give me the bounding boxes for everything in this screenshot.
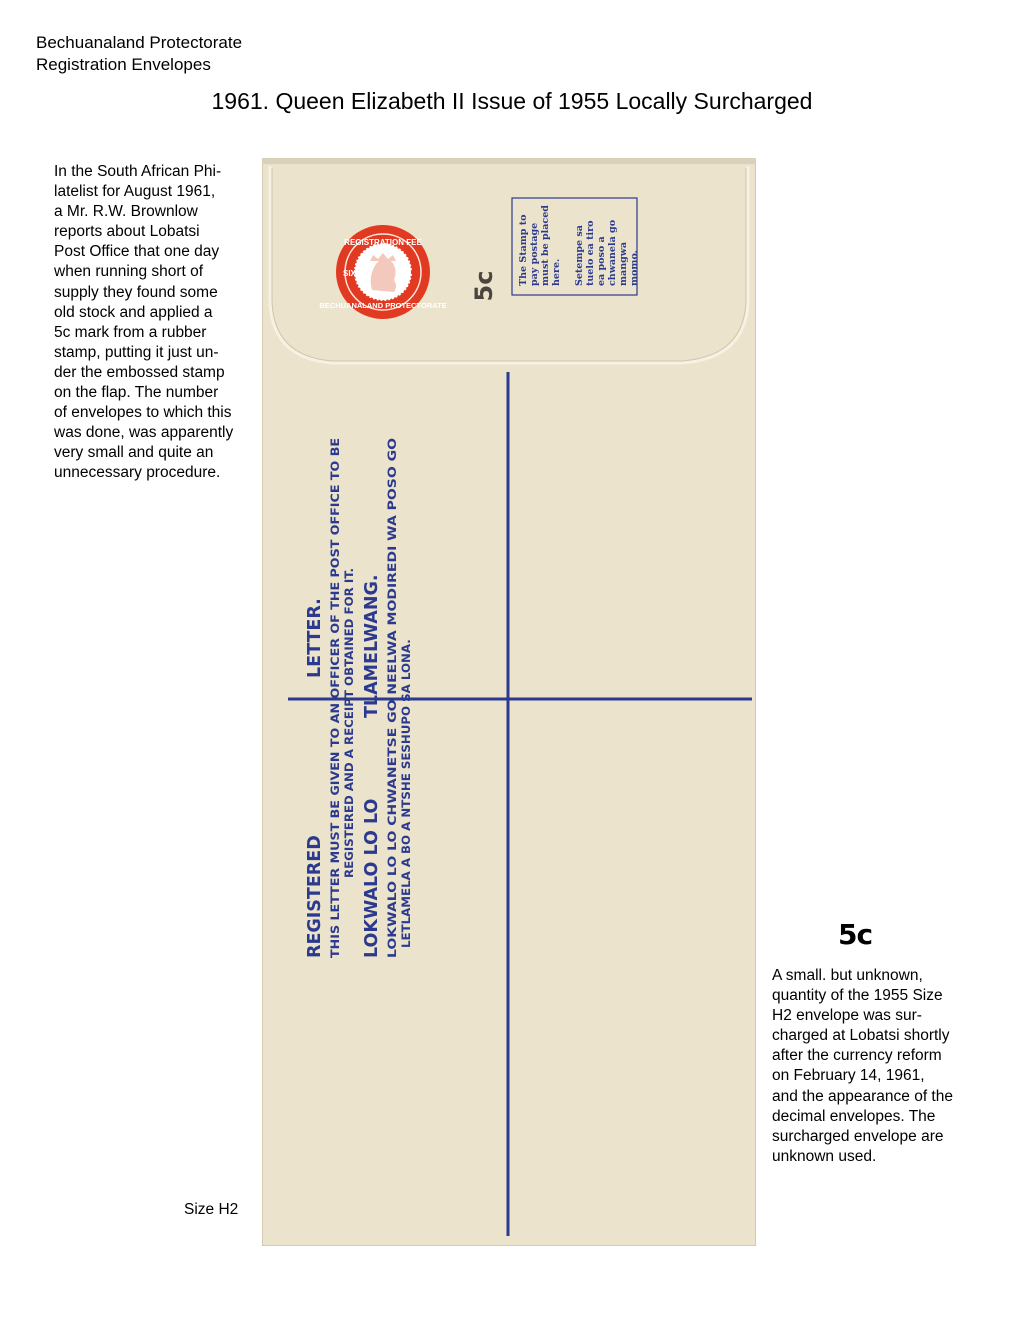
stamp-box-en-line: must be placed — [540, 205, 551, 286]
right-line: on February 14, 1961, — [772, 1067, 925, 1085]
stamp-text-bottom: BECHUANALAND PROTECTORATE — [319, 301, 447, 310]
left-line: old stock and applied a — [54, 303, 213, 321]
right-line: decimal envelopes. The — [772, 1107, 936, 1125]
left-line: In the South African Phi- — [54, 163, 222, 180]
left-line: Post Office that one day — [54, 243, 220, 261]
stamp-box-tn-line: tuelo ea tiro — [585, 220, 596, 286]
left-line: a Mr. R.W. Brownlow — [54, 203, 198, 221]
stamp-box-en-line: pay postage — [529, 222, 540, 286]
right-description — [772, 966, 982, 1167]
stamp-box-tn-line: ea poso a — [596, 236, 607, 286]
registered-word: REGISTERED — [305, 835, 325, 958]
english-notice-line: REGISTERED AND A RECEIPT OBTAINED FOR IT. — [342, 568, 356, 878]
right-line: unknown used. — [772, 1147, 877, 1165]
page-header — [36, 32, 242, 76]
stamp-value: SIX — [343, 269, 356, 278]
stamp-box-en-line: The Stamp to — [518, 214, 529, 286]
right-line: quantity of the 1955 Size — [772, 987, 943, 1005]
stamp-text-top: REGISTRATION FEE — [344, 238, 422, 247]
lokwalo-word: LOKWALO LO LO — [362, 798, 382, 958]
header-line-1: Bechuanaland Protectorate — [36, 33, 243, 52]
stamp-box-en-line: here. — [551, 258, 562, 286]
left-line: unnecessary procedure. — [54, 464, 221, 482]
left-line: on the flap. The number — [54, 384, 219, 402]
envelope-image — [262, 158, 756, 1246]
surcharge-mark — [470, 271, 498, 302]
right-line: H2 envelope was sur- — [772, 1007, 922, 1025]
page-title: 1961. Queen Elizabeth II Issue of 1955 Locally Surcharged — [211, 88, 813, 114]
stamp-box-tn-line: Setempe sa — [574, 225, 585, 286]
right-line: A small. but unknown, — [772, 967, 923, 984]
letter-word: LETTER. — [305, 598, 325, 678]
left-line: of envelopes to which this — [54, 404, 232, 422]
left-line: latelist for August 1961, — [54, 183, 216, 201]
right-line: after the currency reform — [772, 1047, 942, 1065]
tlamelwang-word: TLAMELWANG. — [362, 574, 382, 718]
right-line: and the appearance of the — [772, 1087, 953, 1105]
registration-envelope — [262, 158, 756, 1246]
left-line: supply they found some — [54, 283, 218, 301]
left-line: very small and quite an — [54, 444, 214, 462]
stamp-box-tn-line: chwanela go — [607, 219, 618, 286]
right-line: surcharged envelope are — [772, 1127, 944, 1145]
left-line: 5c mark from a rubber — [54, 323, 207, 341]
header-line-2: Registration Envelopes — [36, 55, 211, 74]
surcharge-sample: 5c — [838, 918, 873, 951]
setswana-notice-line: LOKWALO LO LO CHWANETSE GO NEELWA MODIREDI WA POSO GO — [385, 519, 399, 958]
left-line: der the embossed stamp — [54, 363, 225, 381]
left-line: reports about Lobatsi — [54, 223, 200, 241]
stamp-box-tn-line: mangwa — [618, 241, 629, 286]
left-line: was done, was apparently — [54, 424, 234, 442]
size-label: Size H2 — [184, 1201, 239, 1218]
right-line: charged at Lobatsi shortly — [772, 1027, 950, 1045]
stamp-box-tn-line: momo. — [629, 250, 640, 286]
left-line: stamp, putting it just un- — [54, 343, 219, 361]
left-description — [54, 162, 254, 484]
left-line: when running short of — [54, 263, 204, 281]
english-notice-line: THIS LETTER MUST BE GIVEN TO AN OFFICER OF THE POST OFFICE TO BE — [328, 473, 342, 958]
surcharge-text: 5c — [470, 270, 498, 302]
setswana-notice-line: LETLAMELA A BO A NTSHE SESHUPO SA LONA. — [399, 639, 413, 948]
